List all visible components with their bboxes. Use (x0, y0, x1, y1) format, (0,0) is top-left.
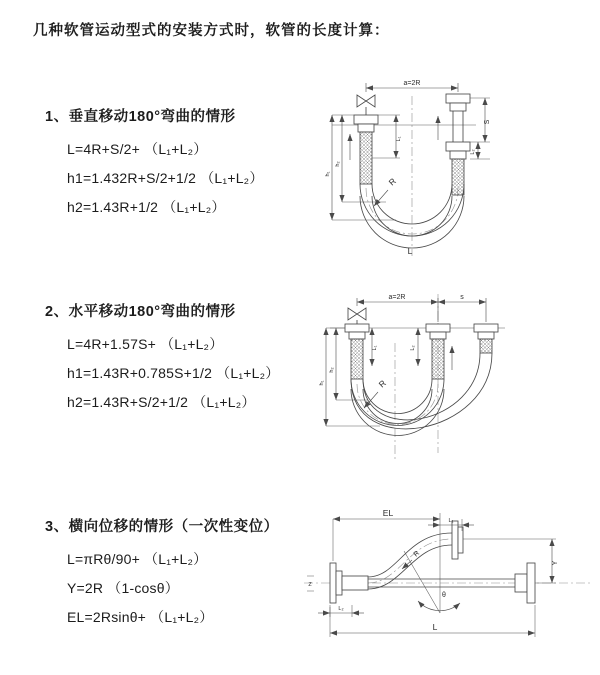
centerline-mark (307, 576, 314, 591)
section-1-formula-3: h2=1.43R+1/2 （L₁+L₂） (67, 199, 226, 215)
radius-callout (364, 378, 388, 408)
length-label: L (407, 246, 413, 256)
dimension-s (438, 294, 486, 302)
dimension-a2r (357, 294, 486, 322)
section-2-formula-2: h1=1.43R+0.785S+1/2 （L₁+L₂） (67, 365, 280, 381)
section-2-formula-3: h2=1.43R+S/2+1/2 （L₁+L₂） (67, 394, 256, 410)
section-3-heading: 3、横向位移的情形（一次性变位） (45, 519, 279, 535)
section-3-formula-3: EL=2Rsinθ+ （L₁+L₂） (67, 609, 214, 625)
top-right-flange (452, 521, 463, 559)
dimension-l1 (372, 328, 378, 366)
dimension-y (463, 539, 559, 583)
angle-theta (404, 551, 460, 613)
section-2-formula-1: L=4R+1.57S+ （L₁+L₂） (67, 336, 224, 352)
middle-hose-end-fitting (426, 324, 450, 379)
dimension-a2r (366, 80, 458, 92)
diagram-lateral-displacement (300, 505, 595, 655)
section-1 (45, 107, 264, 222)
section-3-formula-2: Y=2R （1-cosθ） (67, 580, 179, 596)
dim-label-s: S (484, 119, 491, 125)
radius-label: R (376, 377, 388, 390)
diagram-vertical-180-bend (308, 68, 593, 263)
section-2-heading: 2、水平移动180°弯曲的情形 (45, 304, 236, 320)
dim-label-l2: L₂ (410, 345, 416, 351)
dim-label-a2r: a=2R (403, 80, 421, 87)
radius-label: R (386, 175, 398, 188)
section-3 (45, 517, 279, 632)
dimension-l2 (410, 328, 418, 366)
dim-label-l: L (432, 622, 438, 632)
right-hose-end-fitting (446, 94, 470, 195)
centerline-mark-label: Z (308, 582, 312, 588)
dim-label-h1: h₁ (325, 171, 331, 177)
radius-label: R (412, 549, 422, 559)
left-hose-end-fitting (354, 115, 378, 184)
dim-label-l1: L₁ (448, 518, 454, 524)
diagram-horizontal-180-bend (310, 288, 595, 468)
section-1-heading: 1、垂直移动180°弯曲的情形 (45, 109, 236, 125)
dimension-l2 (470, 142, 478, 159)
dimension-el (333, 508, 440, 613)
dim-label-l1: L₁ (372, 345, 378, 351)
dimension-l2 (318, 605, 364, 617)
section-2 (45, 302, 280, 417)
dim-label-l2: L₂ (470, 149, 476, 155)
dim-label-a2r: a=2R (388, 294, 406, 301)
section-3-formula-1: L=πRθ/90+ （L₁+L₂） (67, 551, 208, 567)
angle-label: θ (442, 592, 446, 599)
valve-icon (348, 308, 366, 324)
dim-label-h2: h₂ (335, 161, 341, 167)
dim-label-l2: L₂ (338, 606, 344, 612)
valve-icon (357, 95, 375, 115)
dimension-l1 (428, 518, 474, 531)
dim-label-el: EL (382, 508, 394, 518)
dim-label-s: s (460, 294, 464, 301)
dim-label-l1: L₁ (396, 136, 402, 142)
doc-title: 几种软管运动型式的安装方式时，软管的长度计算： (33, 23, 390, 39)
dim-label-y: Y (552, 560, 559, 566)
left-flange (330, 563, 368, 603)
radius-callout (374, 176, 398, 206)
dim-label-h2: h₂ (329, 367, 335, 373)
section-1-formula-2: h1=1.432R+S/2+1/2 （L₁+L₂） (67, 170, 264, 186)
left-hose-end-fitting (345, 324, 369, 379)
right-hose-end-fitting (474, 324, 498, 353)
dim-label-h1: h₁ (319, 380, 325, 386)
section-1-formula-1: L=4R+S/2+ （L₁+L₂） (67, 141, 208, 157)
